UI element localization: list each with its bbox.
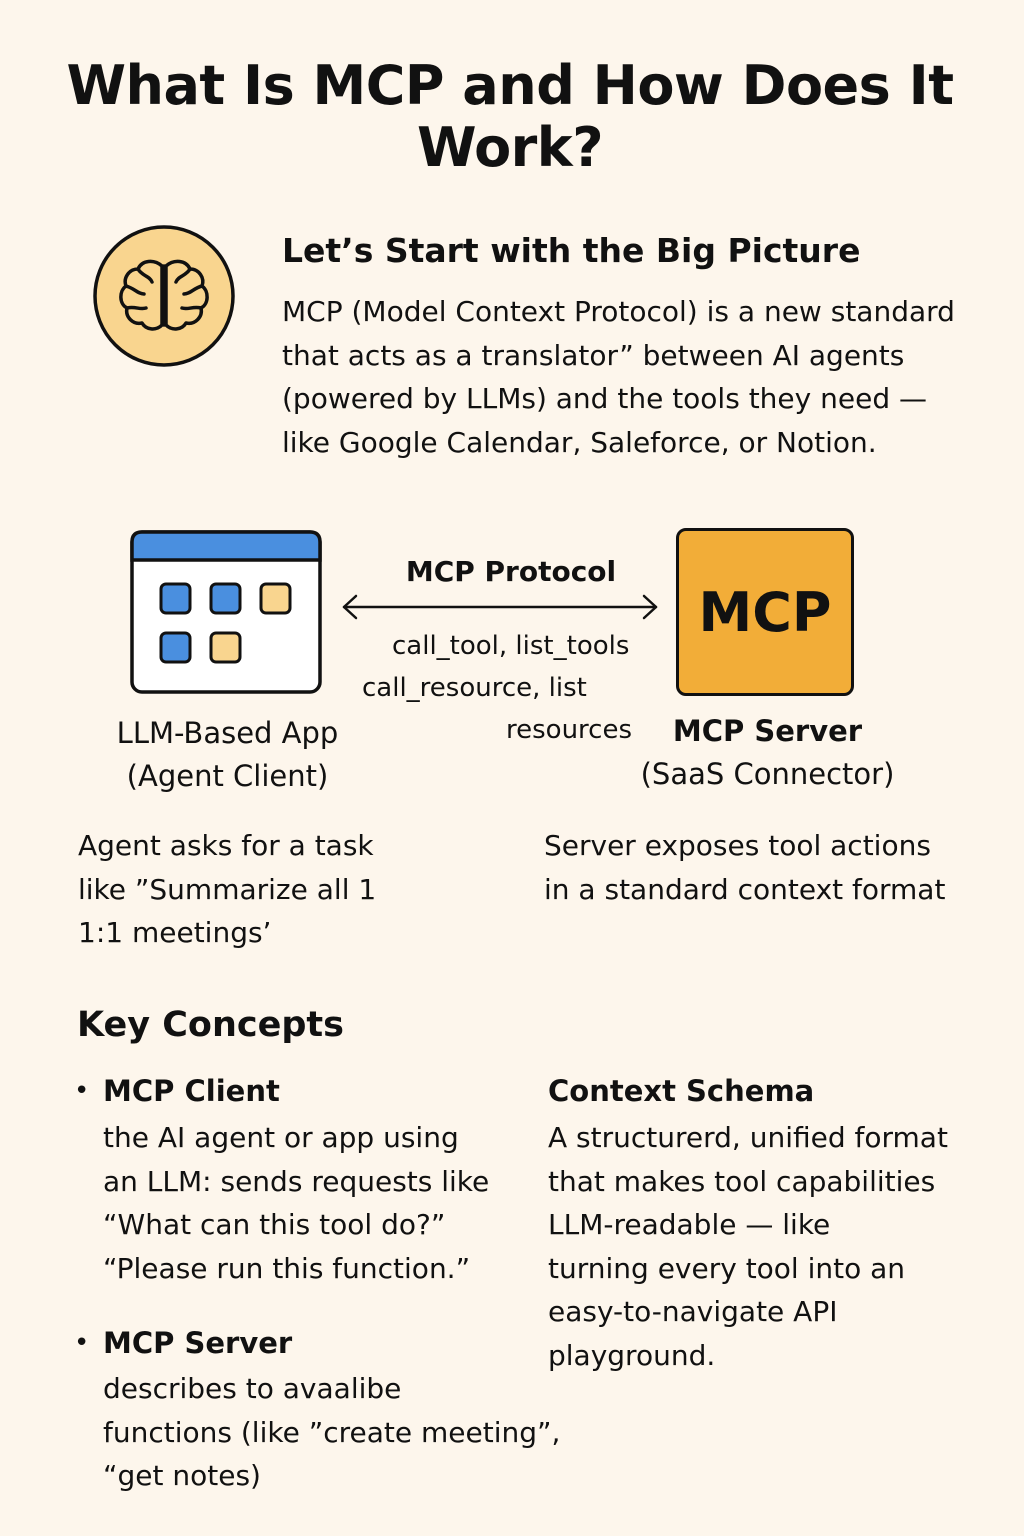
protocol-calls-line: resources	[506, 715, 633, 745]
client-description-line: 1:1 meetings’	[78, 916, 272, 949]
key-concepts-heading: Key Concepts	[77, 1005, 344, 1045]
client-label-line-2: (Agent Client)	[126, 759, 329, 793]
context-schema-title: Context Schema	[548, 1074, 815, 1108]
big-picture-line: MCP (Model Context Protocol) is a new standard	[282, 295, 955, 328]
mcp-server-title: MCP Server	[103, 1326, 293, 1360]
client-label-line-1: LLM-Based App	[116, 716, 339, 750]
client-description-line: like ”Summarize all 1	[78, 872, 377, 906]
title-line-2: Work?	[416, 116, 604, 179]
bullet-icon: •	[74, 1328, 90, 1358]
brain-icon	[92, 224, 236, 368]
mcp-server-text	[103, 1367, 560, 1498]
big-picture-line: that acts as a translator” between AI agents	[282, 338, 905, 372]
app-window-icon	[130, 530, 322, 694]
protocol-label: MCP Protocol	[405, 555, 617, 588]
client-description-line: Agent asks for a task	[78, 829, 374, 862]
big-picture-line: like Google Calendar, Saleforce, or Notion.	[282, 425, 877, 459]
page-title	[60, 55, 960, 179]
server-label-line-2: (SaaS Connector)	[640, 757, 895, 791]
bullet-icon: •	[74, 1076, 90, 1106]
context-schema-line: turning every tool into an	[548, 1251, 906, 1285]
context-schema-line: that makes tool capabilities	[548, 1164, 936, 1198]
mcp-server-line: functions (like ”create meeting”,	[103, 1415, 561, 1449]
client-label	[90, 712, 365, 798]
mcp-server-line: “get notes)	[103, 1459, 261, 1492]
mcp-client-line: the AI agent or app using	[103, 1121, 459, 1154]
mcp-server-box: MCP	[676, 528, 854, 696]
client-description	[78, 824, 498, 955]
context-schema-text	[548, 1116, 948, 1377]
context-schema-line: easy-to-navigate API	[548, 1295, 838, 1328]
context-schema-line: LLM-readable — like	[548, 1208, 831, 1241]
big-picture-line: (powered by LLMs) and the tools they need —	[282, 382, 927, 415]
mcp-client-text	[103, 1116, 489, 1290]
mcp-client-line: “What can this tool do?”	[103, 1208, 446, 1241]
mcp-server-line: describes to avaalibe	[103, 1372, 402, 1405]
context-schema-line: playground.	[548, 1338, 716, 1372]
server-label-line-1: MCP Server	[672, 714, 863, 748]
double-arrow-icon	[336, 590, 666, 624]
title-line-1: What Is MCP and How Does It	[66, 54, 954, 117]
server-description	[544, 824, 984, 911]
protocol-calls-line: call_tool, list_tools	[392, 631, 630, 661]
server-description-line: Server exposes tool actions	[544, 829, 931, 862]
mcp-client-line: an LLM: sends requests like	[103, 1164, 490, 1198]
protocol-calls-line: call_resource, list	[362, 673, 587, 703]
server-label	[640, 710, 895, 796]
server-description-line: in a standard context format	[544, 872, 946, 906]
context-schema-line: A structurerd, unified format	[548, 1121, 948, 1154]
mcp-client-line: “Please run this function.”	[103, 1251, 471, 1285]
mcp-client-title: MCP Client	[103, 1074, 280, 1108]
big-picture-heading: Let’s Start with the Big Picture	[282, 231, 861, 270]
big-picture-text	[282, 290, 1002, 464]
